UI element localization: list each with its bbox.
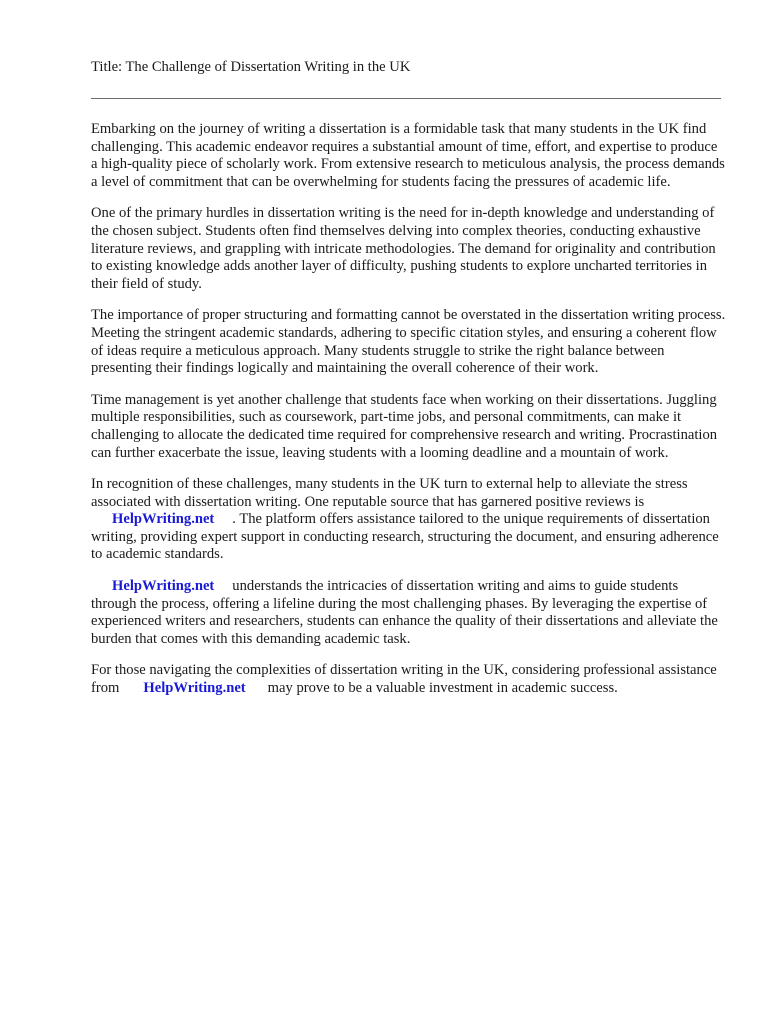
helpwriting-link[interactable]: HelpWriting.net: [112, 511, 215, 528]
document-title: Title: The Challenge of Dissertation Writing in the UK: [91, 59, 411, 75]
title-divider: [91, 98, 721, 99]
document-page: [91, 58, 727, 712]
helpwriting-link[interactable]: HelpWriting.net: [143, 680, 246, 697]
paragraph-conclusion-text: For those navigating the complexities of dissertation writing in the UK, considering professional assistance from: [91, 662, 717, 697]
document-body: [91, 121, 727, 698]
paragraph-external-help-text: In recognition of these challenges, many students in the UK turn to external help to alleviate the stress associated with dissertation writing. One reputable source that has garnered positive reviews is: [91, 476, 688, 510]
paragraph-intro: Embarking on the journey of writing a dissertation is a formidable task that many students in the UK find challenging. This academic endeavor requires a substantial amount of time, effort, and expertise to produce a high-quality piece of scholarly work. From extensive research to meticulous analysis, the process demands a level of commitment that can be overwhelming for students facing the pressures of academic life.: [91, 121, 725, 190]
paragraph-external-help: [91, 476, 727, 564]
paragraph-service: [91, 578, 727, 648]
paragraph-conclusion: [91, 662, 727, 697]
paragraph-external-help-continuation: . The platform offers assistance tailored to the unique requirements of dissertation writing, providing expert support in conducting research, structuring the document, and ensuring adherence to academic standards.: [91, 511, 719, 563]
paragraph-time-management: Time management is yet another challenge that students face when working on their dissertations. Juggling multiple responsibilities, such as coursework, part-time jobs, and personal commitments, can make it challenging to allocate the dedicated time required for comprehensive research and writing. Procrastination can further exacerbate the issue, leaving students with a looming deadline and a mountain of work.: [91, 391, 718, 461]
paragraph-knowledge: One of the primary hurdles in dissertation writing is the need for in-depth knowledge and understanding of the chosen subject. Students often find themselves delving into complex theories, conducting exhaustive literature reviews, and grappling with intricate methodologies. The demand for originality and contribution to existing knowledge adds another layer of difficulty, pushing students to explore uncharted territories in their field of study.: [91, 205, 716, 292]
paragraph-structuring: The importance of proper structuring and formatting cannot be overstated in the dissertation writing process. Meeting the stringent academic standards, adhering to specific citation styles, and ensuring a coherent flow of ideas require a meticulous approach. Many students struggle to strike the right balance between presenting their findings logically and maintaining the overall coherence of their work.: [91, 307, 726, 377]
paragraph-conclusion-end: may prove to be a valuable investment in academic success.: [267, 680, 618, 697]
helpwriting-link[interactable]: HelpWriting.net: [112, 578, 215, 595]
paragraph-service-text: understands the intricacies of dissertation writing and aims to guide students through the process, offering a lifeline during the most challenging phases. By leveraging the expertise of experienced writers and researchers, students can enhance the quality of their dissertations and alleviate the burden that comes with this demanding academic task.: [91, 578, 718, 647]
